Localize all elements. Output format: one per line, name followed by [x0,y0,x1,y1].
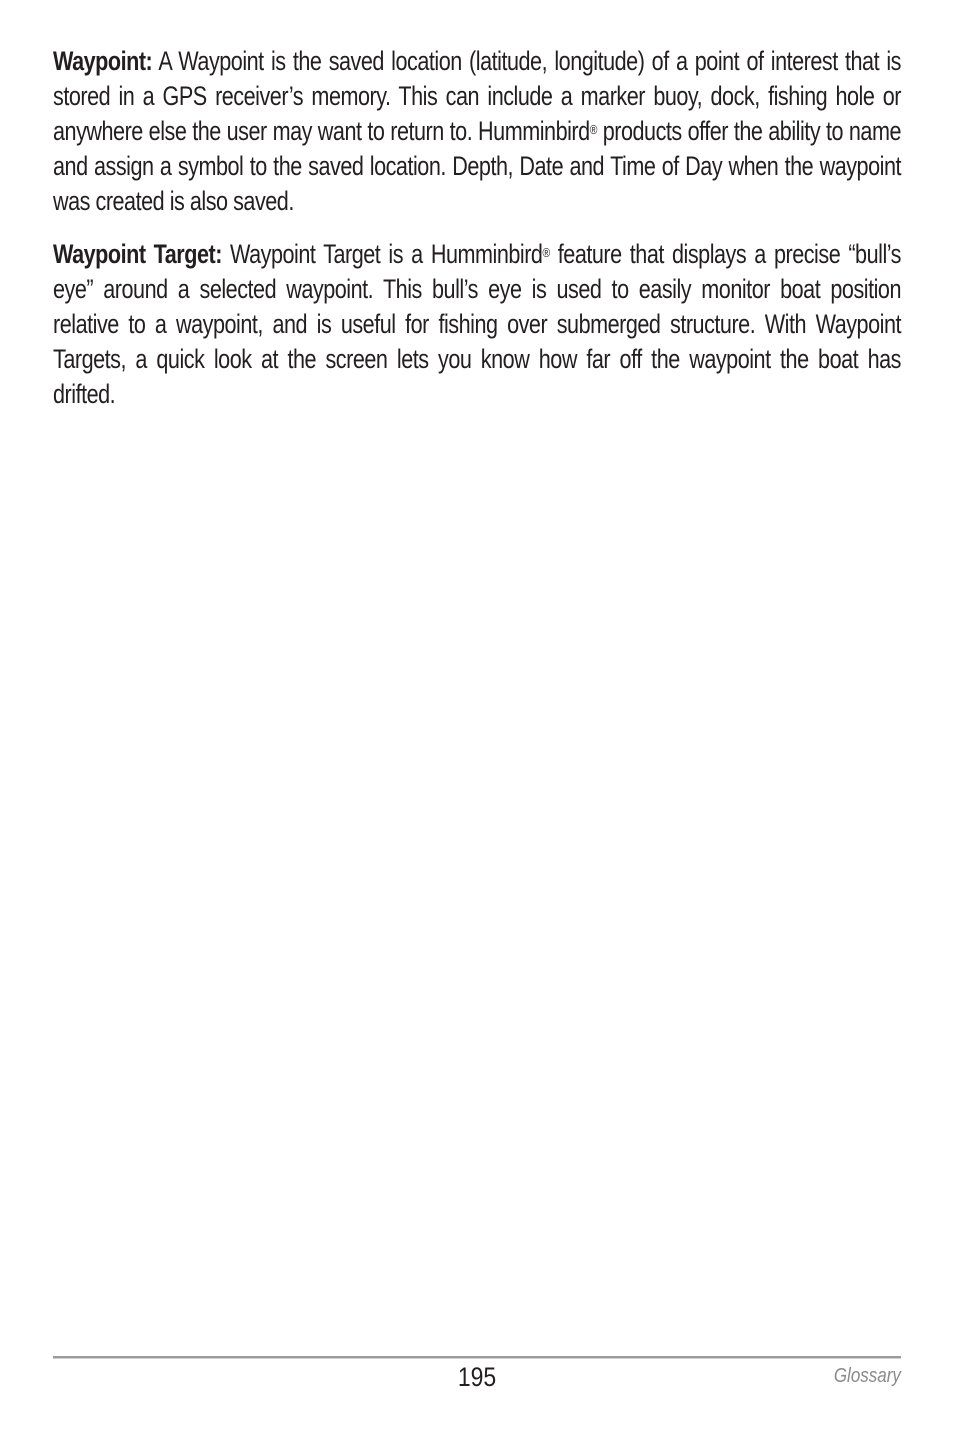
glossary-term: Waypoint Target: [53,239,222,269]
glossary-entry-waypoint-target [53,237,901,412]
glossary-definition: A Waypoint is the saved location (latitude, longitude) of a point of interest that is stored in a GPS receiver’s memory. This can include a marker buoy, dock, fishing hole or anywhere else the user may want to return to. Humminbird [53,46,901,146]
glossary-term: Waypoint: [53,46,153,76]
footer-divider [53,1356,901,1359]
glossary-definition-continued: feature that displays a precise “bull’s eye” around a selected waypoint. This bull’s eye is used to easily monitor boat position relative to a waypoint, and is useful for fishing over submerged structure. With Waypoint Targets, a quick look at the screen lets you know how far off the waypoint the boat has drifted. [53,239,902,409]
registered-mark: ® [542,245,550,260]
page-body [53,44,901,430]
registered-mark: ® [589,122,597,137]
footer-section-name: Glossary [833,1365,901,1387]
glossary-definition: Waypoint Target is a Humminbird [221,239,543,269]
glossary-entry-waypoint [53,44,901,219]
page-number: 195 [457,1362,497,1392]
glossary-definition-continued: products offer the ability to name and assign a symbol to the saved location. Depth, Date and Time of Day when the waypoint was created is also saved. [53,116,901,216]
